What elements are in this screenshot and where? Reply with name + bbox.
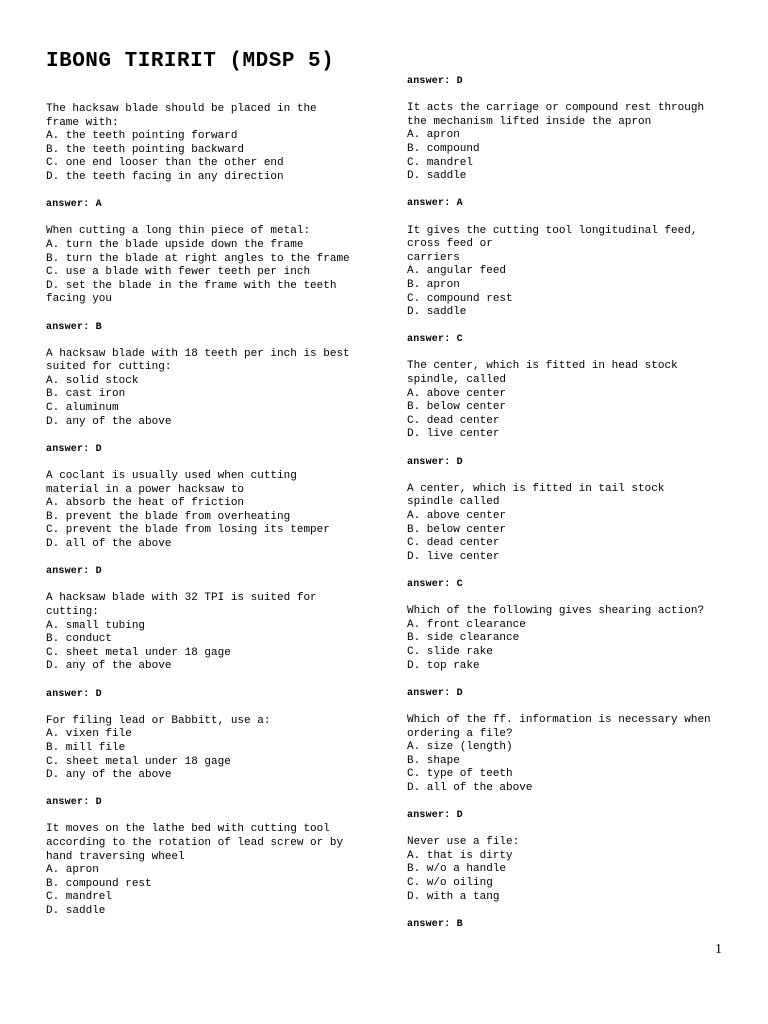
spacer xyxy=(407,795,737,809)
answer-value: A xyxy=(456,198,463,210)
answer-label: answer: xyxy=(46,566,90,578)
answer-label: answer: xyxy=(407,810,451,822)
question-text: A hacksaw blade with 18 teeth per inch is best suited for cutting: xyxy=(46,347,350,374)
answer-value: D xyxy=(456,687,463,699)
answer-option: A. size (length) xyxy=(407,741,513,754)
answer-line xyxy=(46,796,376,810)
answer-label: answer: xyxy=(407,456,451,468)
answer-label: answer: xyxy=(407,198,451,210)
answer-line xyxy=(407,456,737,470)
answer-key xyxy=(407,333,737,347)
answer-option: B. mill file xyxy=(46,741,126,754)
answer-line xyxy=(407,918,737,932)
spacer xyxy=(46,579,376,593)
answer-option: C. type of teeth xyxy=(407,768,513,781)
answer-option: C. aluminum xyxy=(46,402,119,415)
spacer xyxy=(46,334,376,348)
answer-option: B. prevent the blade from overheating xyxy=(46,510,291,523)
answer-option: D. saddle xyxy=(407,306,467,319)
answer-key xyxy=(407,578,737,592)
answer-option: B. the teeth pointing backward xyxy=(46,143,245,156)
answer-label: answer: xyxy=(407,687,451,699)
question-block xyxy=(46,823,376,918)
answer-key xyxy=(46,198,376,212)
question-text: When cutting a long thin piece of metal: xyxy=(46,225,311,238)
question-text: For filing lead or Babbitt, use a: xyxy=(46,714,271,727)
answer-value: B xyxy=(456,918,463,930)
answer-line xyxy=(407,75,737,89)
answer-option: C. w/o oiling xyxy=(407,877,493,890)
answer-option: B. compound rest xyxy=(46,877,152,890)
answer-option: D. saddle xyxy=(46,905,106,918)
answer-option: D. live center xyxy=(407,428,500,441)
answer-option: D. all of the above xyxy=(46,538,172,550)
spacer xyxy=(46,429,376,443)
answer-option: C. dead center xyxy=(407,537,500,550)
answer-value: C xyxy=(456,334,463,346)
spacer xyxy=(46,185,376,199)
answer-line xyxy=(407,578,737,592)
spacer xyxy=(407,469,737,483)
spacer xyxy=(407,823,737,837)
answer-key xyxy=(407,918,737,932)
page-title: IBONG TIRIRIT (MDSP 5) xyxy=(46,50,335,73)
answer-label: answer: xyxy=(407,918,451,930)
answer-key xyxy=(46,796,376,810)
answer-option: B. compound xyxy=(407,142,480,155)
answer-value: D xyxy=(456,76,463,87)
answer-line xyxy=(407,197,737,211)
answer-option: A. small tubing xyxy=(46,619,146,632)
answer-option: D. any of the above xyxy=(46,415,172,428)
answer-value: D xyxy=(95,566,102,578)
answer-label: answer: xyxy=(46,688,90,700)
question-block xyxy=(407,225,737,320)
answer-value: B xyxy=(95,321,102,333)
answer-label: answer: xyxy=(46,797,90,809)
question-text: It moves on the lathe bed with cutting tool according to the rotation of lead screw or by hand traversing wheel xyxy=(46,823,344,863)
spacer xyxy=(46,456,376,470)
answer-label: answer: xyxy=(407,578,451,590)
question-block xyxy=(407,714,737,796)
question-block xyxy=(407,605,737,673)
answer-option: D. the teeth facing in any direction xyxy=(46,170,284,183)
answer-option: B. shape xyxy=(407,754,460,767)
question-block xyxy=(46,592,376,674)
spacer xyxy=(46,701,376,715)
answer-option: D. any of the above xyxy=(46,769,172,782)
answer-option: C. compound rest xyxy=(407,292,513,305)
answer-option: A. vixen file xyxy=(46,728,132,741)
left-column xyxy=(46,103,376,919)
answer-option: A. above center xyxy=(407,510,507,522)
answer-option: C. use a blade with fewer teeth per inch xyxy=(46,266,311,279)
answer-value: D xyxy=(95,797,102,809)
answer-option: A. apron xyxy=(46,864,99,877)
answer-option: A. turn the blade upside down the frame xyxy=(46,238,304,251)
question-block xyxy=(407,483,737,565)
answer-option: B. turn the blade at right angles to the frame xyxy=(46,252,350,265)
right-column xyxy=(407,75,737,931)
answer-line xyxy=(407,333,737,347)
answer-label: answer: xyxy=(407,76,451,87)
answer-option: A. that is dirty xyxy=(407,849,513,862)
answer-value: D xyxy=(95,443,102,455)
answer-label: answer: xyxy=(407,334,451,346)
answer-line xyxy=(46,198,376,212)
answer-option: B. apron xyxy=(407,278,460,291)
answer-option: A. solid stock xyxy=(46,374,139,387)
answer-line xyxy=(407,687,737,701)
answer-option: B. below center xyxy=(407,523,507,536)
question-block xyxy=(46,715,376,783)
answer-option: C. dead center xyxy=(407,414,500,427)
spacer xyxy=(46,212,376,226)
answer-option: C. prevent the blade from losing its temper xyxy=(46,524,330,537)
answer-key xyxy=(46,688,376,702)
question-block xyxy=(407,836,737,904)
answer-key xyxy=(407,687,737,701)
question-text: It gives the cutting tool longitudinal feed, cross feed or carriers xyxy=(407,224,698,264)
spacer xyxy=(46,674,376,688)
answer-option: D. with a tang xyxy=(407,890,500,903)
question-block xyxy=(46,470,376,552)
question-text: Which of the ff. information is necessary when ordering a file? xyxy=(407,713,711,740)
spacer xyxy=(407,564,737,578)
spacer xyxy=(407,211,737,225)
spacer xyxy=(46,783,376,797)
spacer xyxy=(407,700,737,714)
answer-option: C. sheet metal under 18 gage xyxy=(46,755,231,768)
question-text: It acts the carriage or compound rest through the mechanism lifted inside the apron xyxy=(407,102,705,128)
answer-option: C. sheet metal under 18 gage xyxy=(46,646,231,659)
answer-line xyxy=(46,321,376,335)
spacer xyxy=(407,89,737,103)
question-text: A center, which is fitted in tail stock spindle called xyxy=(407,482,665,509)
spacer xyxy=(407,592,737,606)
answer-key xyxy=(46,321,376,335)
answer-option: C. mandrel xyxy=(46,891,113,904)
spacer xyxy=(46,552,376,566)
answer-option: D. any of the above xyxy=(46,660,172,673)
question-block xyxy=(407,102,737,184)
answer-key xyxy=(407,75,737,89)
answer-option: B. w/o a handle xyxy=(407,863,507,876)
question-text: A hacksaw blade with 32 TPI is suited for cutting: xyxy=(46,592,317,618)
spacer xyxy=(46,307,376,321)
answer-option: A. above center xyxy=(407,387,507,400)
answer-label: answer: xyxy=(46,199,90,211)
answer-option: C. one end looser than the other end xyxy=(46,157,284,170)
answer-label: answer: xyxy=(46,321,90,333)
question-block xyxy=(46,225,376,307)
answer-option: A. front clearance xyxy=(407,618,526,631)
answer-key xyxy=(46,565,376,579)
answer-line xyxy=(407,809,737,823)
question-block xyxy=(46,103,376,185)
spacer xyxy=(407,184,737,198)
answer-option: A. apron xyxy=(407,129,460,142)
answer-label: answer: xyxy=(46,443,90,455)
question-text: The center, which is fitted in head stock spindle, called xyxy=(407,360,678,387)
answer-key xyxy=(407,809,737,823)
question-text: Never use a file: xyxy=(407,836,520,849)
spacer xyxy=(407,347,737,361)
answer-option: B. side clearance xyxy=(407,632,520,645)
spacer xyxy=(46,810,376,824)
answer-option: B. cast iron xyxy=(46,388,126,401)
spacer xyxy=(407,673,737,687)
answer-line xyxy=(46,443,376,457)
answer-option: D. live center xyxy=(407,550,500,563)
question-block xyxy=(407,360,737,442)
answer-key xyxy=(407,456,737,470)
question-text: Which of the following gives shearing action? xyxy=(407,605,705,618)
answer-value: D xyxy=(95,688,102,700)
answer-value: C xyxy=(456,578,463,590)
answer-option: A. absorb the heat of friction xyxy=(46,497,245,510)
answer-option: B. below center xyxy=(407,401,507,414)
answer-option: C. slide rake xyxy=(407,645,493,658)
question-text: The hacksaw blade should be placed in the frame with: xyxy=(46,103,317,129)
page-number: 1 xyxy=(715,942,722,957)
answer-option: C. mandrel xyxy=(407,156,474,169)
answer-option: D. saddle xyxy=(407,170,467,183)
question-text: A coclant is usually used when cutting material in a power hacksaw to xyxy=(46,470,297,496)
answer-key xyxy=(46,443,376,457)
answer-option: D. all of the above xyxy=(407,781,533,794)
answer-option: B. conduct xyxy=(46,633,113,646)
spacer xyxy=(407,320,737,334)
answer-line xyxy=(46,688,376,702)
answer-option: D. top rake xyxy=(407,659,480,672)
answer-option: A. angular feed xyxy=(407,265,507,278)
spacer xyxy=(407,904,737,918)
answer-option: D. set the blade in the frame with the teeth facing you xyxy=(46,279,337,306)
answer-option: A. the teeth pointing forward xyxy=(46,130,238,143)
spacer xyxy=(407,442,737,456)
answer-value: A xyxy=(95,199,102,211)
answer-line xyxy=(46,565,376,579)
answer-value: D xyxy=(456,456,463,468)
answer-key xyxy=(407,197,737,211)
question-block xyxy=(46,348,376,430)
answer-value: D xyxy=(456,810,463,822)
